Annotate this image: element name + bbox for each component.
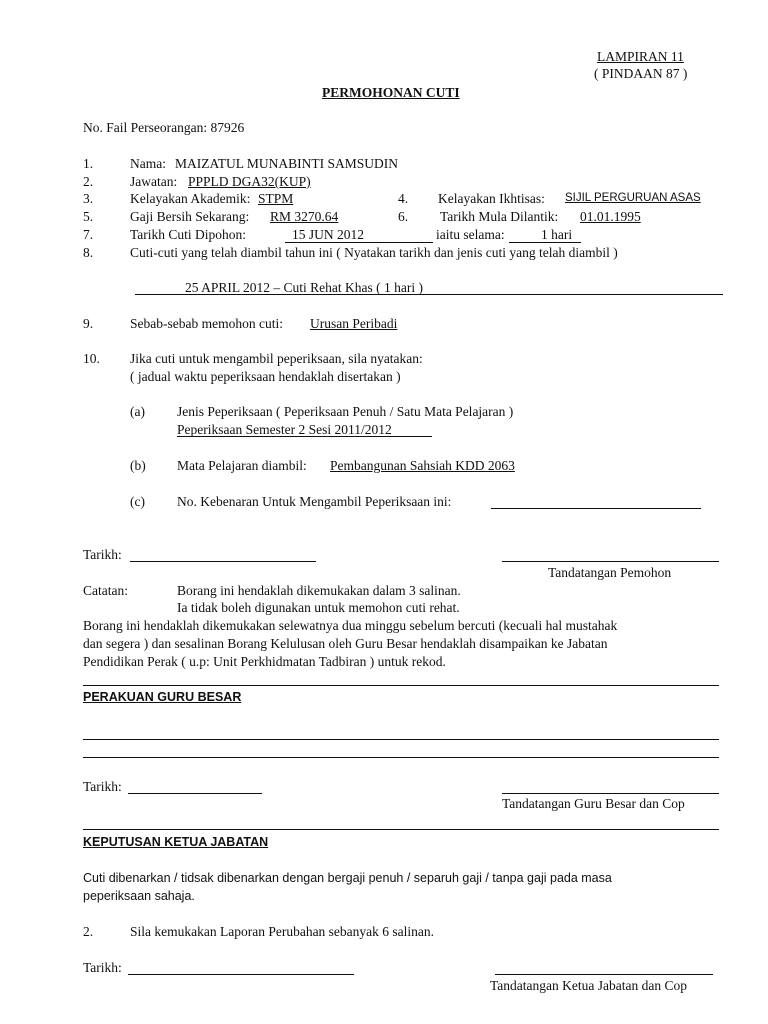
perakuan-heading: PERAKUAN GURU BESAR (83, 690, 242, 704)
dipohon-label: Tarikh Cuti Dipohon: (130, 227, 247, 242)
mata-label: Mata Pelajaran diambil: (177, 458, 307, 473)
catatan-label: Catatan: (83, 583, 128, 598)
applicant-date-label: Tarikh: (83, 547, 122, 562)
item-number: 7. (83, 227, 94, 242)
dipohon-value: 15 JUN 2012 (292, 227, 365, 242)
sub-item-letter: (a) (130, 404, 145, 419)
perakuan-signature-line (502, 793, 719, 794)
applicant-signature-line (502, 561, 719, 562)
item-number: 1. (83, 156, 94, 171)
akademik-value: STPM (258, 191, 294, 206)
jawatan-label: Jawatan: (130, 174, 178, 189)
exam-label: Jika cuti untuk mengambil peperiksaan, sila nyatakan: (130, 351, 423, 366)
item-number: 5. (83, 209, 94, 224)
item-number: 8. (83, 245, 94, 260)
item-number: 3. (83, 191, 94, 206)
form-title: PERMOHONAN CUTI (322, 85, 460, 100)
keputusan-text: Cuti dibenarkan / tidsak dibenarkan dengan bergaji penuh / separuh gaji / tanpa gaji pada masa (83, 871, 612, 885)
keputusan-date-blank (128, 974, 354, 975)
item-number: 2. (83, 924, 94, 939)
catatan-paragraph: dan segera ) dan sesalinan Borang Kelulusan oleh Guru Besar hendaklah disampaikan ke Jabatan (83, 636, 608, 651)
cuti-diambil-label: Cuti-cuti yang telah diambil tahun ini ( Nyatakan tarikh dan jenis cuti yang telah diambil ) (130, 245, 618, 260)
sebab-label: Sebab-sebab memohon cuti: (130, 316, 283, 331)
mula-value: 01.01.1995 (580, 209, 641, 224)
catatan-line: Ia tidak boleh digunakan untuk memohon cuti rehat. (177, 600, 460, 615)
keputusan-signature-line (495, 974, 713, 975)
jenis-label: Jenis Peperiksaan ( Peperiksaan Penuh / Satu Mata Pelajaran ) (177, 404, 514, 419)
perakuan-date-blank (128, 793, 262, 794)
keputusan-signature-label: Tandatangan Ketua Jabatan dan Cop (490, 978, 687, 993)
catatan-paragraph: Borang ini hendaklah dikemukakan selewatnya dua minggu sebelum bercuti (kecuali hal mustahak (83, 618, 618, 633)
applicant-date-blank (130, 561, 316, 562)
section-divider (83, 829, 719, 830)
catatan-paragraph: Pendidikan Perak ( u.p: Unit Perkhidmatan Tadbiran ) untuk rekod. (83, 654, 446, 669)
akademik-label: Kelayakan Akademik: (130, 191, 251, 206)
ikhtisas-value: SIJIL PERGURUAN ASAS (565, 192, 701, 204)
section-divider (83, 685, 719, 686)
keputusan-date-label: Tarikh: (83, 960, 122, 975)
item-number: 10. (83, 351, 100, 366)
selama-underline (509, 242, 581, 243)
item-number: 4. (398, 191, 409, 206)
nama-label: Nama: (130, 156, 166, 171)
keputusan-heading: KEPUTUSAN KETUA JABATAN (83, 835, 269, 849)
perakuan-date-label: Tarikh: (83, 779, 122, 794)
sub-item-letter: (c) (130, 494, 145, 509)
perakuan-blank-line (83, 757, 719, 758)
item-number: 6. (398, 209, 409, 224)
ikhtisas-label: Kelayakan Ikhtisas: (438, 191, 545, 206)
catatan-line: Borang ini hendaklah dikemukakan dalam 3 salinan. (177, 583, 461, 598)
cuti-diambil-underline (135, 294, 723, 295)
file-number: No. Fail Perseorangan: 87926 (83, 120, 245, 135)
applicant-signature-label: Tandatangan Pemohon (548, 565, 672, 580)
dipohon-underline (285, 242, 433, 243)
kebenaran-label: No. Kebenaran Untuk Mengambil Peperiksaan ini: (177, 494, 452, 509)
gaji-label: Gaji Bersih Sekarang: (130, 209, 250, 224)
jenis-underline (177, 436, 432, 437)
keputusan-text: peperiksaan sahaja. (83, 889, 195, 903)
mata-value: Pembangunan Sahsiah KDD 2063 (330, 458, 515, 473)
nama-value: MAIZATUL MUNABINTI SAMSUDIN (175, 156, 398, 171)
gaji-value: RM 3270.64 (270, 209, 339, 224)
sub-item-letter: (b) (130, 458, 146, 473)
jawatan-value: PPPLD DGA32(KUP) (188, 174, 311, 189)
laporan-text: Sila kemukakan Laporan Perubahan sebanyak 6 salinan. (130, 924, 435, 939)
item-number: 2. (83, 174, 94, 189)
lampiran-label: LAMPIRAN 11 (597, 49, 684, 64)
selama-label: iaitu selama: (436, 227, 505, 242)
kebenaran-blank (491, 508, 701, 509)
perakuan-blank-line (83, 739, 719, 740)
jenis-value: Peperiksaan Semester 2 Sesi 2011/2012 (177, 422, 392, 437)
perakuan-signature-label: Tandatangan Guru Besar dan Cop (502, 796, 685, 811)
pindaan-label: ( PINDAAN 87 ) (594, 66, 688, 81)
sebab-value: Urusan Peribadi (310, 316, 398, 331)
exam-note: ( jadual waktu peperiksaan hendaklah disertakan ) (130, 369, 401, 384)
mula-label: Tarikh Mula Dilantik: (440, 209, 559, 224)
item-number: 9. (83, 316, 94, 331)
selama-value: 1 hari (541, 227, 573, 242)
cuti-diambil-value: 25 APRIL 2012 – Cuti Rehat Khas ( 1 hari ) (185, 280, 423, 295)
